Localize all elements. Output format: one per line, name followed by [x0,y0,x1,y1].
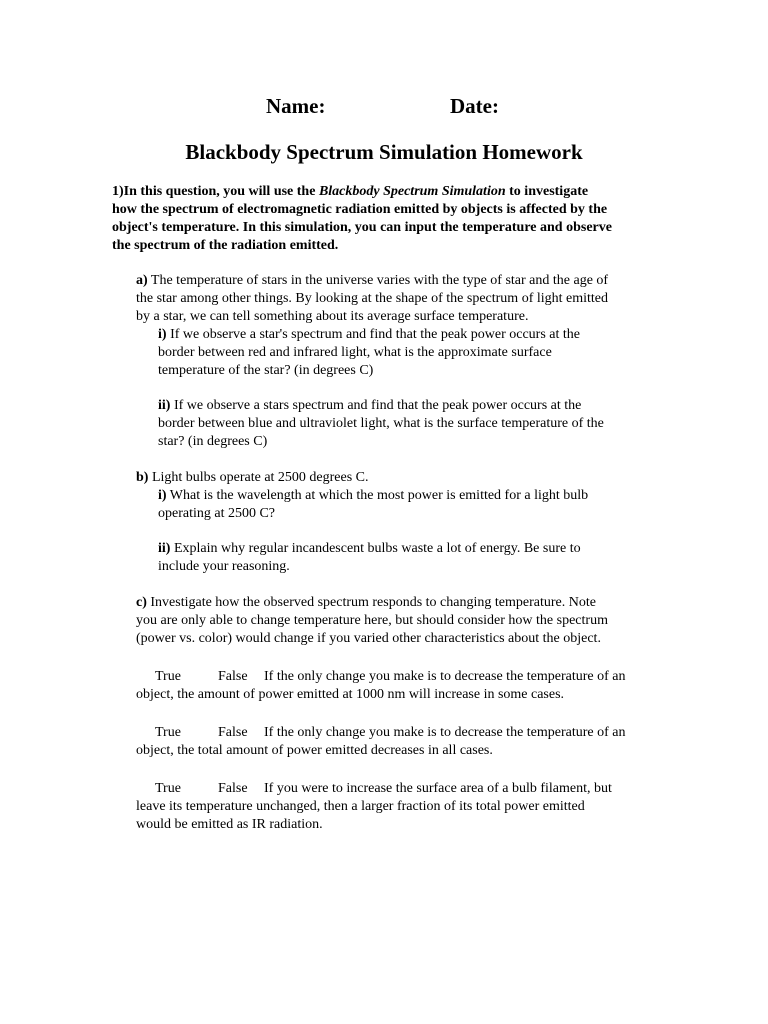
part-b-line-1: Light bulbs operate at 2500 degrees C. [148,470,369,485]
tf-1-statement-line-2: object, the amount of power emitted at 1000 nm will increase in some cases. [136,687,565,702]
part-a-ii-label: ii) [158,398,171,413]
question-intro [112,183,660,255]
part-b-ii-label: ii) [158,541,171,556]
part-a-i-line-3: temperature of the star? (in degrees C) [158,363,374,378]
intro-prefix: 1)In this question, you will use the [112,184,319,199]
intro-line-1 [112,183,660,201]
part-c-line-1: Investigate how the observed spectrum responds to changing temperature. Note [146,595,596,610]
tf-3-statement-line-2: leave its temperature unchanged, then a larger fraction of its total power emitted [136,799,585,814]
name-label: Name: [266,94,326,118]
tf-3-true-option[interactable]: True [155,781,181,796]
tf-3-statement-line-3: would be emitted as IR radiation. [136,817,323,832]
part-a [136,272,608,326]
part-b-i-line-2: operating at 2500 C? [158,506,276,521]
tf-2-true-option[interactable]: True [155,725,181,740]
tf-3-statement-line-1: If you were to increase the surface area of a bulb filament, but [264,781,612,796]
tf-2-false-option[interactable]: False [218,725,248,740]
part-a-ii-line-3: star? (in degrees C) [158,434,268,449]
part-b [136,469,369,487]
tf-3-false-option[interactable]: False [218,781,248,796]
part-a-line-1: The temperature of stars in the universe varies with the type of star and the age of [147,273,609,288]
part-b-i-line-1: What is the wavelength at which the most power is emitted for a light bulb [166,488,589,503]
part-b-label: b) [136,470,149,485]
tf-2-continuation [136,742,493,760]
part-c [136,594,608,648]
tf-1-false-option[interactable]: False [218,669,248,684]
part-a-line-3: by a star, we can tell something about its average surface temperature. [136,309,529,324]
part-b-ii-line-2: include your reasoning. [158,559,290,574]
part-a-i-line-1: If we observe a star's spectrum and find that the peak power occurs at the [166,327,580,342]
part-b-ii [158,540,581,576]
intro-line-4: the spectrum of the radiation emitted. [112,238,339,253]
date-label: Date: [450,94,499,118]
page-title: Blackbody Spectrum Simulation Homework [185,140,583,164]
tf-1-statement-line-1: If the only change you make is to decrease the temperature of an [264,669,626,684]
intro-line-3: object's temperature. In this simulation, you can input the temperature and observe [112,220,612,235]
tf-2-statement-line-1: If the only change you make is to decrease the temperature of an [264,725,626,740]
tf-2-statement-line-2: object, the total amount of power emitted decreases in all cases. [136,743,493,758]
simulation-name: Blackbody Spectrum Simulation [318,184,506,199]
part-c-label: c) [136,595,147,610]
tf-1-true-option[interactable]: True [155,669,181,684]
name-date-header [0,94,768,124]
part-a-i [158,326,580,380]
part-b-ii-line-1: Explain why regular incandescent bulbs waste a lot of energy. Be sure to [170,541,581,556]
part-a-i-label: i) [158,327,167,342]
tf-1-continuation [136,686,564,704]
part-c-line-2: you are only able to change temperature here, but should consider how the spectrum [136,613,608,628]
tf-3-continuation [136,798,585,834]
part-c-line-3: (power vs. color) would change if you varied other characteristics about the object. [136,631,601,646]
part-a-ii [158,397,604,451]
intro-line-1-suffix: to investigate [505,184,589,199]
part-a-ii-line-1: If we observe a stars spectrum and find that the peak power occurs at the [170,398,582,413]
part-a-ii-line-2: border between blue and ultraviolet light, what is the surface temperature of the [158,416,604,431]
part-b-i-label: i) [158,488,167,503]
part-a-i-line-2: border between red and infrared light, what is the approximate surface [158,345,552,360]
part-a-line-2: the star among other things. By looking at the shape of the spectrum of light emitted [136,291,609,306]
intro-line-2: how the spectrum of electromagnetic radiation emitted by objects is affected by the [112,202,608,217]
part-a-label: a) [136,273,148,288]
part-b-i [158,487,588,523]
